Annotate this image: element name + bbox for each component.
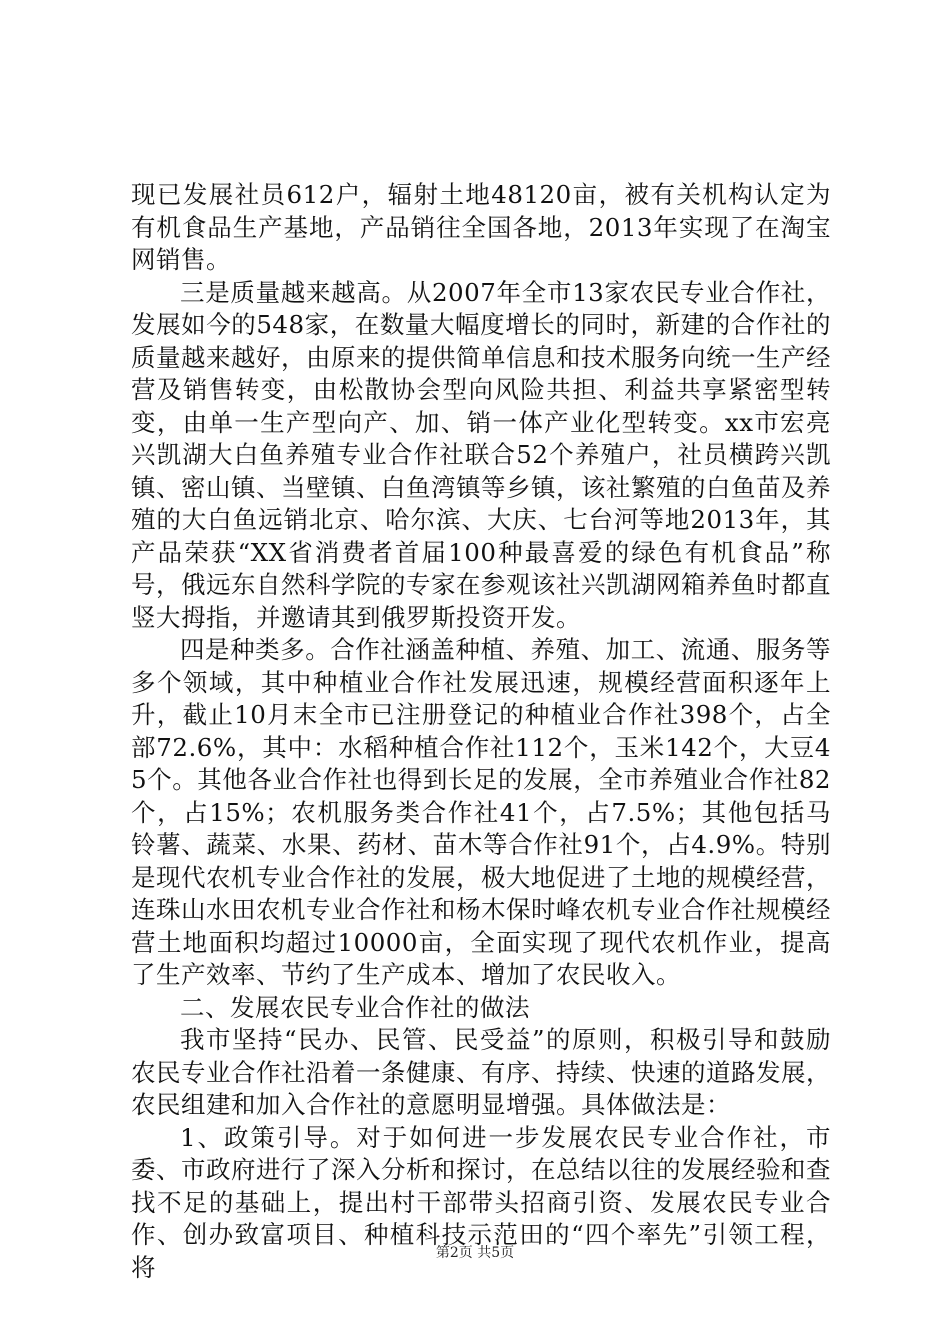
document-body	[131, 179, 831, 1284]
paragraph-quality: 三是质量越来越高。从2007年全市13家农民专业合作社，发展如今的548家，在数量大幅度增长的同时，新建的合作社的质量越来越好，由原来的提供简单信息和技术服务向统一生产经营及销售转变，由松散协会型向风险共担、利益共享紧密型转变，由单一生产型向产、加、销一体产业化型转变。xx市宏亮兴凯湖大白鱼养殖专业合作社联合52个养殖户，社员横跨兴凯镇、密山镇、当壁镇、白鱼湾镇等乡镇，该社繁殖的白鱼苗及养殖的大白鱼远销北京、哈尔滨、大庆、七台河等地2013年，其产品荣获“XX省消费者首届100种最喜爱的绿色有机食品”称号，俄远东自然科学院的专家在参观该社兴凯湖网箱养鱼时都直竖大拇指，并邀请其到俄罗斯投资开发。	[131, 277, 831, 632]
section-heading: 二、发展农民专业合作社的做法	[180, 992, 530, 1022]
paragraph-continuation: 现已发展社员612户，辐射土地48120亩，被有关机构认定为有机食品生产基地，产品销往全国各地，2013年实现了在淘宝网销售。	[131, 180, 831, 274]
paragraph-principles: 我市坚持“民办、民管、民受益”的原则，积极引导和鼓励农民专业合作社沿着一条健康、有序、持续、快速的道路发展，农民组建和加入合作社的意愿明显增强。具体做法是：	[131, 1025, 831, 1119]
paragraph-variety: 四是种类多。合作社涵盖种植、养殖、加工、流通、服务等多个领域，其中种植业合作社发展迅速，规模经营面积逐年上升，截止10月末全市已注册登记的种植业合作社398个，占全部72.6%，其中：水稻种植合作社112个，玉米142个，大豆45个。其他各业合作社也得到长足的发展，全市养殖业合作社82个，占15%；农机服务类合作社41个，占7.5%；其他包括马铃薯、蔬菜、水果、药材、苗木等合作社91个，占4.9%。特别是现代农机专业合作社的发展，极大地促进了土地的规模经营，连珠山水田农机专业合作社和杨木保时峰农机专业合作社规模经营土地面积均超过10000亩，全面实现了现代农机作业，提高了生产效率、节约了生产成本、增加了农民收入。	[131, 635, 831, 989]
paragraph-policy-guidance: 1、政策引导。对于如何进一步发展农民专业合作社，市委、市政府进行了深入分析和探讨，在总结以往的发展经验和查找不足的基础上，提出村干部带头招商引资、发展农民专业合作、创办致富项目、种植科技示范田的“四个率先”引领工程，将	[131, 1122, 831, 1282]
page-number-footer: 第2页 共5页	[435, 1245, 515, 1261]
